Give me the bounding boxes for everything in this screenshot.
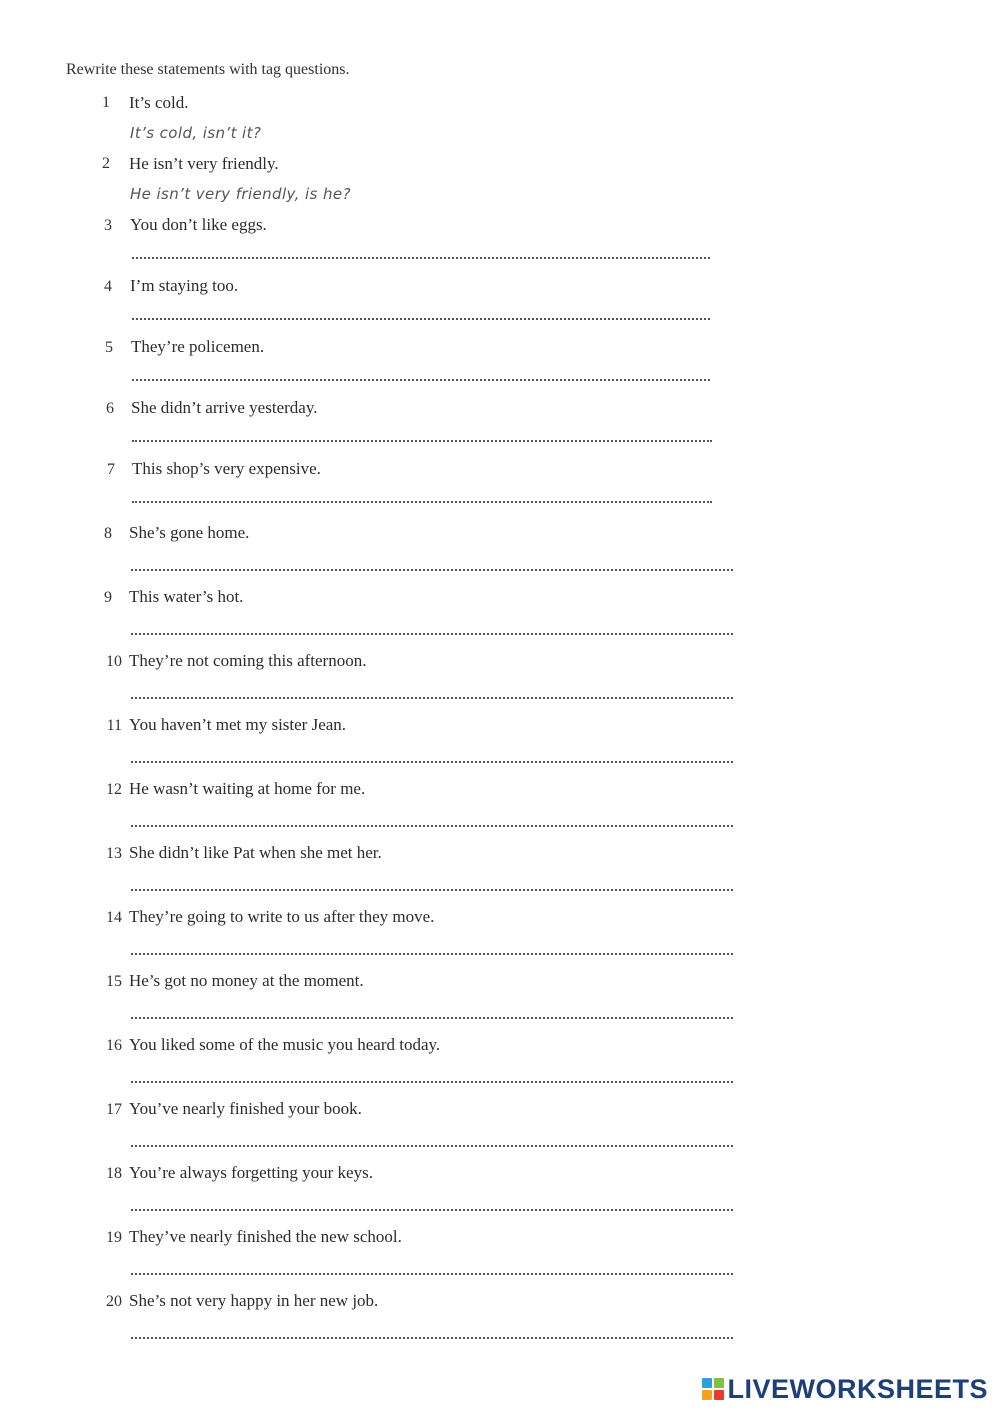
answer-line[interactable] (131, 823, 733, 827)
answer-line[interactable] (131, 1015, 733, 1019)
item-statement: You haven’t met my sister Jean. (129, 715, 347, 734)
item-number: 16 (106, 1037, 122, 1054)
item-number: 3 (104, 217, 112, 234)
logo-square-red (714, 1390, 724, 1400)
item-statement: He isn’t very friendly. (129, 154, 279, 173)
item-statement: He wasn’t waiting at home for me. (129, 779, 366, 798)
item-number: 12 (106, 781, 122, 798)
answer-line[interactable] (131, 631, 733, 635)
item-number: 18 (106, 1165, 122, 1182)
item-statement: They’re policemen. (131, 337, 265, 356)
item-statement: This water’s hot. (129, 587, 244, 606)
item-number: 19 (106, 1229, 122, 1246)
item-number: 10 (106, 653, 122, 670)
item-statement: You liked some of the music you heard today. (129, 1035, 441, 1054)
answer-line[interactable] (131, 759, 733, 763)
answer-line[interactable] (131, 1079, 733, 1083)
answer-line[interactable] (132, 255, 710, 259)
item-statement: She’s gone home. (129, 523, 250, 542)
answer-line[interactable] (131, 1271, 733, 1275)
item-number: 9 (104, 589, 112, 606)
logo-square-green (714, 1378, 724, 1388)
item-number: 2 (102, 155, 110, 172)
item-number: 20 (106, 1293, 122, 1310)
item-statement: They’ve nearly finished the new school. (129, 1227, 402, 1246)
logo-square-blue (702, 1378, 712, 1388)
item-statement: She didn’t arrive yesterday. (131, 398, 318, 417)
answer-line[interactable] (131, 1335, 733, 1339)
item-number: 4 (104, 278, 112, 295)
item-number: 6 (106, 400, 114, 417)
item-number: 11 (106, 717, 122, 734)
item-number: 8 (104, 525, 112, 542)
answer-line[interactable] (131, 1143, 733, 1147)
item-statement: You’re always forgetting your keys. (129, 1163, 373, 1182)
liveworksheets-logo-icon (702, 1378, 724, 1400)
answer-line[interactable] (132, 438, 712, 442)
answer-line[interactable] (132, 316, 710, 320)
item-number: 5 (105, 339, 113, 356)
item-statement: You don’t like eggs. (130, 215, 267, 234)
item-number: 13 (106, 845, 122, 862)
liveworksheets-logo (702, 1374, 988, 1404)
item-number: 7 (107, 461, 115, 478)
example-answer: He isn’t very friendly, is he? (130, 185, 351, 203)
item-number: 15 (106, 973, 122, 990)
item-statement: This shop’s very expensive. (132, 459, 321, 478)
item-number: 14 (106, 909, 122, 926)
item-statement: They’re going to write to us after they move. (129, 907, 435, 926)
item-statement: You’ve nearly finished your book. (129, 1099, 362, 1118)
item-statement: They’re not coming this afternoon. (129, 651, 367, 670)
answer-line[interactable] (132, 377, 710, 381)
answer-line[interactable] (131, 951, 733, 955)
item-statement: It’s cold. (129, 93, 189, 112)
logo-text: LIVEWORKSHEETS (727, 1373, 988, 1404)
item-statement: He’s got no money at the moment. (129, 971, 364, 990)
item-number: 1 (102, 94, 110, 111)
item-statement: I’m staying too. (130, 276, 239, 295)
item-statement: She’s not very happy in her new job. (129, 1291, 379, 1310)
logo-square-orange (702, 1390, 712, 1400)
answer-line[interactable] (132, 499, 712, 503)
answer-line[interactable] (131, 695, 733, 699)
instruction-text: Rewrite these statements with tag questions. (66, 61, 350, 78)
answer-line[interactable] (131, 1207, 733, 1211)
item-statement: She didn’t like Pat when she met her. (129, 843, 382, 862)
example-answer: It’s cold, isn’t it? (130, 124, 262, 142)
answer-line[interactable] (131, 567, 733, 571)
item-number: 17 (106, 1101, 122, 1118)
answer-line[interactable] (131, 887, 733, 891)
